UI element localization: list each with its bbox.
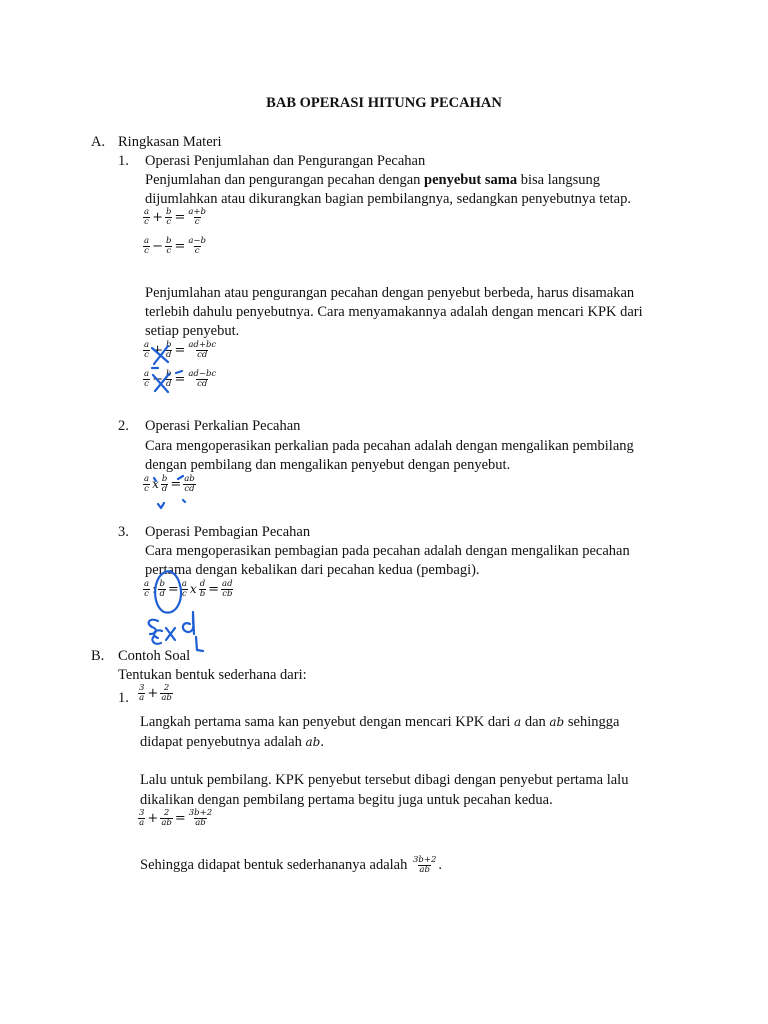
example1-step2-line2: dikalikan dengan pembilang pertama begitu juga untuk pecahan kedua.: [140, 792, 553, 808]
handwritten-epsilon-ink: [152, 630, 162, 643]
multiply-operator: x: [189, 582, 197, 596]
divide-operator: :: [152, 582, 157, 597]
section-b-marker: B.: [91, 648, 105, 664]
example1-question: [137, 684, 174, 703]
fraction: $\frac{3}{a}$: [139, 683, 145, 703]
math-var: ab: [549, 715, 565, 729]
example1-step1-line1: [140, 713, 619, 732]
item1-paragraph2-line2: terlebih dahulu penyebutnya. Cara menyamakannya adalah dengan mencari KPK dari: [145, 304, 643, 320]
equals-operator: =: [208, 582, 220, 597]
handwritten-c-ink: [149, 620, 158, 634]
equals-operator: =: [174, 343, 186, 358]
formula-cross-difference: [142, 370, 218, 389]
section-a-marker: A.: [91, 134, 106, 150]
section-b-heading: Contoh Soal: [118, 648, 191, 664]
example1-step1-line2: [140, 733, 324, 752]
handwritten-d-ink: [183, 612, 194, 634]
fraction: $\frac{b}{d}$: [165, 340, 172, 360]
item1-p1-bold: penyebut sama: [424, 172, 518, 188]
item1-p1-post: bisa langsung: [517, 172, 601, 188]
plus-operator: +: [152, 210, 163, 225]
fraction: $\frac{b}{d}$: [159, 579, 165, 599]
fraction: $\frac{d}{b}$: [199, 579, 206, 599]
formula-same-denominator-difference: [142, 237, 208, 256]
fraction: $\frac{a}{c}$: [144, 579, 150, 599]
multiply-operator: x: [152, 477, 159, 491]
item1-heading: Operasi Penjumlahan dan Pengurangan Pecahan: [145, 153, 426, 169]
item2-line1: Cara mengoperasikan perkalian pada pecahan adalah dengan mengalikan pembilang: [145, 438, 634, 454]
math-var: a: [514, 715, 522, 729]
item1-paragraph1-line1: [145, 171, 600, 190]
formula-same-denominator-sum: [142, 208, 208, 227]
fraction-result: $\frac{ab}{cd}$: [184, 474, 195, 494]
example1-step2-line1: Lalu untuk pembilang. KPK penyebut tersebut dibagi dengan penyebut pertama lalu: [140, 772, 629, 788]
item1-paragraph1-line2: dijumlahkan atau dikurangkan bagian pembilangnya, sedangkan penyebutnya tetap.: [145, 191, 631, 207]
step1-mid: dan: [521, 714, 550, 730]
tick-ink: [158, 503, 164, 508]
equals-operator: =: [170, 477, 182, 492]
fraction: $\frac{b}{c}$: [165, 207, 172, 227]
item2-heading: Operasi Perkalian Pecahan: [145, 418, 301, 434]
plus-operator: +: [147, 686, 159, 701]
page-title: BAB OPERASI HITUNG PECAHAN: [266, 95, 502, 111]
equals-operator: =: [174, 372, 186, 387]
fraction-result: $\frac{ad}{cb}$: [222, 579, 233, 599]
fraction-result: $\frac{ad+bc}{cd}$: [188, 340, 217, 360]
item1-p1-pre: Penjumlahan dan pengurangan pecahan dengan: [145, 172, 425, 188]
item2-line2: dengan pembilang dan mengalikan penyebut dengan penyebut.: [145, 457, 511, 473]
equals-operator: =: [174, 811, 186, 826]
fraction: $\frac{b}{c}$: [165, 236, 172, 256]
fraction: $\frac{a}{c}$: [144, 474, 150, 494]
section-b-intro: Tentukan bentuk sederhana dari:: [118, 667, 307, 683]
math-var: ab: [305, 735, 321, 749]
step1-pre: Langkah pertama sama kan penyebut dengan mencari KPK dari: [140, 714, 515, 730]
fraction: $\frac{a}{c}$: [144, 236, 150, 256]
fraction: $\frac{a}{c}$: [144, 369, 150, 389]
final-post: .: [438, 857, 442, 873]
equals-operator: =: [174, 239, 186, 254]
fraction-result: $\frac{3b+2}{ab}$: [188, 808, 213, 828]
equals-operator: =: [174, 210, 186, 225]
fraction: $\frac{a}{c}$: [144, 207, 150, 227]
equals-operator: =: [167, 582, 179, 597]
example1-number: 1.: [118, 690, 129, 706]
fraction: $\frac{2}{ab}$: [161, 808, 172, 828]
minus-operator: −: [152, 239, 163, 254]
step1-line2-post: .: [320, 734, 324, 750]
tick-ink: [183, 500, 185, 502]
handwritten-l-ink: [196, 637, 203, 651]
step1-post: sehingga: [564, 714, 620, 730]
fraction-result: $\frac{3b+2}{ab}$: [412, 855, 437, 875]
formula-cross-sum: [142, 341, 218, 360]
final-pre: Sehingga didapat bentuk sederhananya adalah: [140, 857, 411, 873]
item1-number: 1.: [118, 153, 129, 169]
fraction: $\frac{b}{d}$: [165, 369, 172, 389]
fraction-result: $\frac{a+b}{c}$: [188, 207, 206, 227]
fraction: $\frac{a}{c}$: [181, 579, 187, 599]
plus-operator: +: [152, 343, 163, 358]
item3-line2: pertama dengan kebalikan dari pecahan kedua (pembagi).: [145, 562, 480, 578]
example1-final-line: [140, 856, 442, 875]
fraction: $\frac{2}{ab}$: [161, 683, 172, 703]
example1-solution-formula: [137, 809, 214, 828]
formula-division: [142, 580, 235, 599]
step1-line2-pre: didapat penyebutnya adalah: [140, 734, 306, 750]
plus-operator: +: [147, 811, 159, 826]
section-a-heading: Ringkasan Materi: [118, 134, 222, 150]
item3-heading: Operasi Pembagian Pecahan: [145, 524, 311, 540]
minus-operator: −: [152, 372, 163, 387]
item3-line1: Cara mengoperasikan pembagian pada pecahan adalah dengan mengalikan pecahan: [145, 543, 630, 559]
handwritten-x-ink: [166, 628, 175, 640]
formula-multiplication: [142, 475, 197, 494]
item1-paragraph2-line3: setiap penyebut.: [145, 323, 240, 339]
item3-number: 3.: [118, 524, 129, 540]
fraction: $\frac{b}{d}$: [161, 474, 168, 494]
item2-number: 2.: [118, 418, 129, 434]
fraction: $\frac{a}{c}$: [144, 340, 150, 360]
fraction: $\frac{3}{a}$: [139, 808, 145, 828]
item1-paragraph2-line1: Penjumlahan atau pengurangan pecahan dengan penyebut berbeda, harus disamakan: [145, 285, 635, 301]
fraction-result: $\frac{ad-bc}{cd}$: [188, 369, 217, 389]
fraction-result: $\frac{a-b}{c}$: [188, 236, 206, 256]
